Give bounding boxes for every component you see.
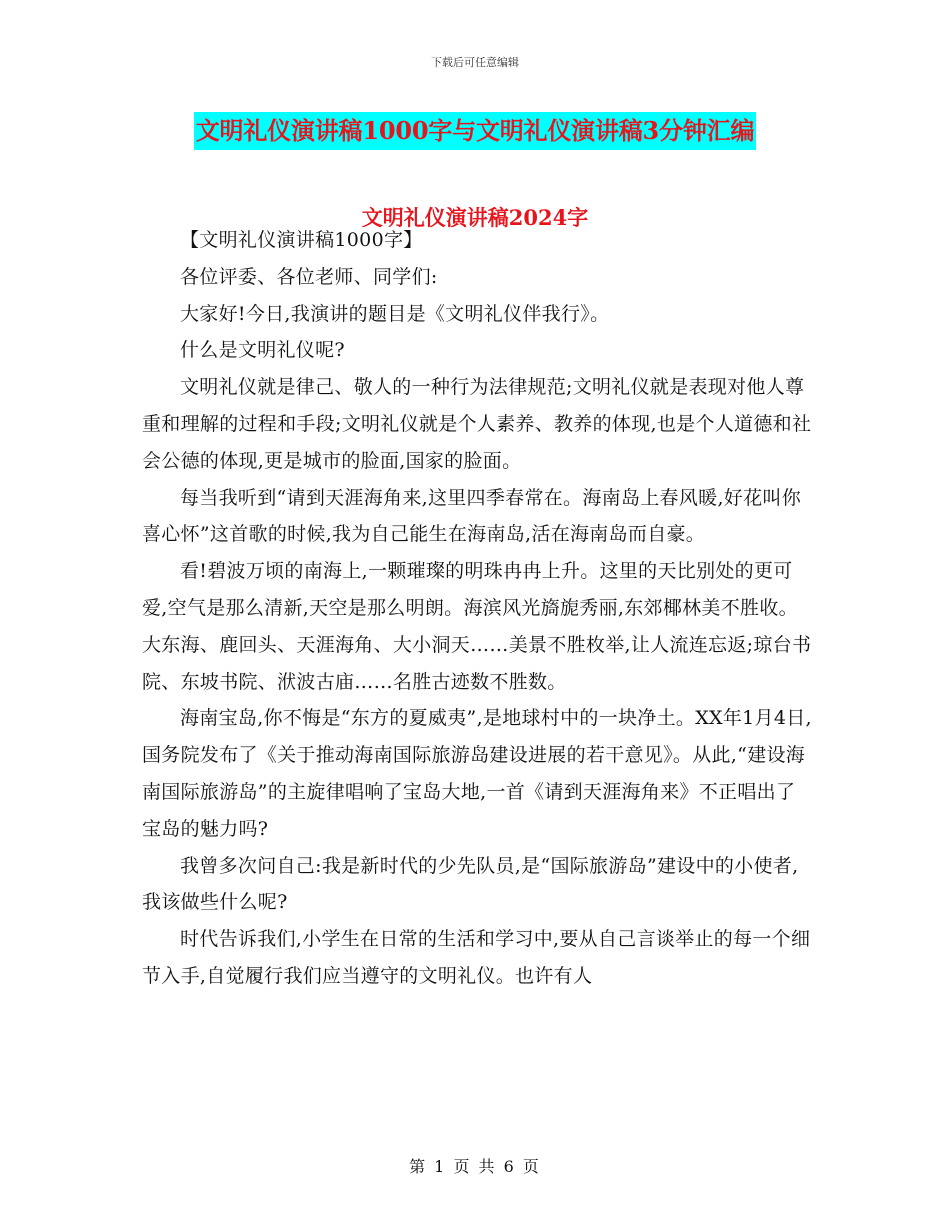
paragraph-greeting: 各位评委、各位老师、同学们: xyxy=(180,265,438,288)
paragraph-question: 什么是文明礼仪呢? xyxy=(180,339,345,362)
paragraph-song: 每当我听到“请到天涯海角来,这里四季春常在。海南岛上春风暖,好花叫你喜心怀”这首歌的时候,我为自己能生在海南岛,活在海南岛而自豪。 xyxy=(142,486,801,546)
header-note: 下载后可任意编辑 xyxy=(431,56,519,69)
paragraph-heading: 【文明礼仪演讲稿1000字】 xyxy=(180,229,423,251)
paragraph-scenery: 看!碧波万顷的南海上,一颗璀璨的明珠冉冉上升。这里的天比别处的更可爱,空气是那么清新,天空是那么明朗。海滨风光旖旎秀丽,东郊椰林美不胜收。大东海、鹿回头、天涯海角、大小洞天……美景不胜枚举,让人流连忘返;琼台书院、东坡书院、洑波古庙……名胜古迹数不胜数。 xyxy=(142,560,812,693)
document-body xyxy=(142,222,814,995)
paragraph-times: 时代告诉我们,小学生在日常的生活和学习中,要从自己言谈举止的每一个细节入手,自觉履行我们应当遵守的文明礼仪。也许有人 xyxy=(142,928,811,987)
sub-title: 文明礼仪演讲稿2024字 xyxy=(361,205,589,230)
paragraph-hainan: 海南宝岛,你不悔是“东方的夏威夷”,是地球村中的一块净土。XX年1月4日,国务院发布了《关于推动海南国际旅游岛建设进展的若干意见》。从此,“建设海南国际旅游岛”的主旋律唱响了宝岛大地,一首《请到天涯海角来》不正唱出了宝岛的魅力吗? xyxy=(142,707,812,840)
main-title: 文明礼仪演讲稿1000字与文明礼仪演讲稿3分钟汇编 xyxy=(194,112,757,150)
paragraph-intro: 大家好!今日,我演讲的题目是《文明礼仪伴我行》。 xyxy=(180,302,610,325)
paragraph-definition: 文明礼仪就是律己、敬人的一种行为法律规范;文明礼仪就是表现对他人尊重和理解的过程和手段;文明礼仪就是个人素养、教养的体现,也是个人道德和社会公德的体现,更是城市的脸面,国家的脸面。 xyxy=(142,376,812,472)
paragraph-self-question: 我曾多次问自己:我是新时代的少先队员,是“国际旅游岛”建设中的小使者,我该做些什么呢? xyxy=(142,854,799,914)
main-title-container xyxy=(0,112,950,150)
page-number-footer: 第 1 页 共 6 页 xyxy=(409,1157,541,1176)
